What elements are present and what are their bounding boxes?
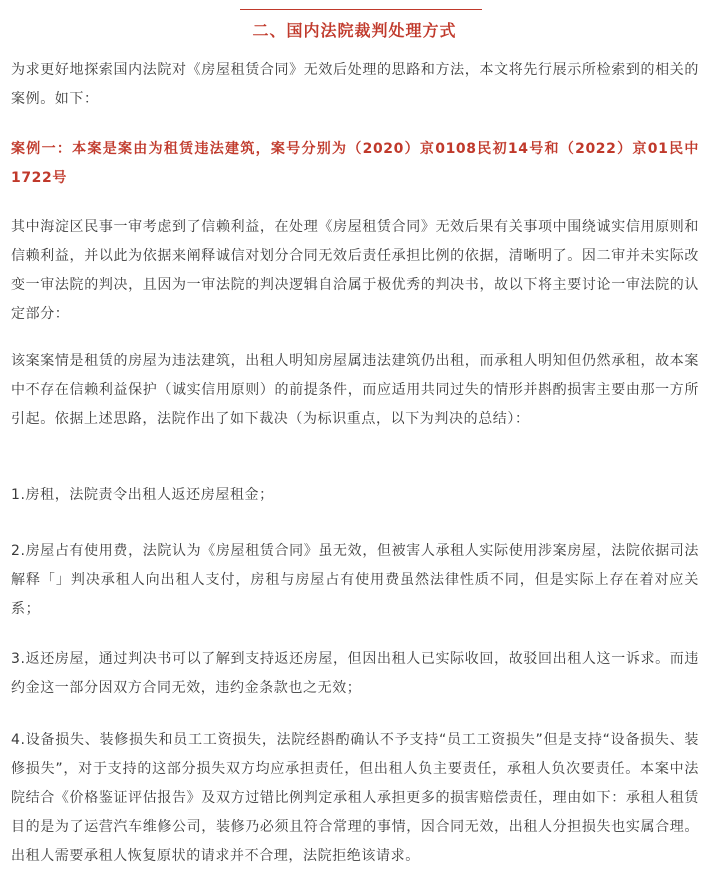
- case-heading: 案例一：本案是案由为租赁违法建筑，案号分别为（2020）京0108民初14号和（2022）京01民中1722号: [11, 141, 699, 186]
- section-title: 二、国内法院裁判处理方式: [252, 21, 457, 40]
- judgment-item-1: 1.房租，法院责令出租人返还房屋租金；: [11, 487, 274, 503]
- paragraph-case-facts: 该案案情是租赁的房屋为违法建筑，出租人明知房屋属违法建筑仍出租，而承租人明知但仍然承租，故本案中不存在信赖利益保护（诚实信用原则）的前提条件，而应适用共同过失的情形并斟酌损害主要由那一方所引起。依据上述思路，法院作出了如下裁决（为标识重点，以下为判决的总结）：: [11, 353, 699, 427]
- judgment-item-4: 4.设备损失、装修损失和员工工资损失，法院经斟酌确认不予支持“员工工资损失”但是支持“设备损失、装修损失”，对于支持的这部分损失双方均应承担责任，但出租人负主要责任，承租人负次要责任。本案中法院结合《价格鉴证评估报告》及双方过错比例判定承租人承担更多的损害赔偿责任，理由如下：承租人租赁目的是为了运营汽车维修公司，装修乃必须且符合常理的事情，因合同无效，出租人分担损失也实属合理。出租人需要承租人恢复原状的请求并不合理，法院拒绝该请求。: [11, 732, 699, 864]
- title-divider: [240, 9, 482, 10]
- paragraph-first-instance: 其中海淀区民事一审考虑到了信赖利益，在处理《房屋租赁合同》无效后果有关事项中围绕诚实信用原则和信赖利益，并以此为依据来阐释诚信对划分合同无效后责任承担比例的依据，清晰明了。因二审并未实际改变一审法院的判决，且因为一审法院的判决逻辑自洽属于极优秀的判决书，故以下将主要讨论一审法院的认定部分：: [11, 219, 699, 322]
- judgment-item-2: 2.房屋占有使用费，法院认为《房屋租赁合同》虽无效，但被害人承租人实际使用涉案房屋，法院依据司法解释「」判决承租人向出租人支付，房租与房屋占有使用费虽然法律性质不同，但是实际上存在着对应关系；: [11, 543, 699, 617]
- intro-paragraph: 为求更好地探索国内法院对《房屋租赁合同》无效后处理的思路和方法，本文将先行展示所检索到的相关的案例。如下：: [11, 62, 699, 107]
- judgment-item-3: 3.返还房屋，通过判决书可以了解到支持返还房屋，但因出租人已实际收回，故驳回出租人这一诉求。而违约金这一部分因双方合同无效，违约金条款也之无效；: [11, 651, 699, 696]
